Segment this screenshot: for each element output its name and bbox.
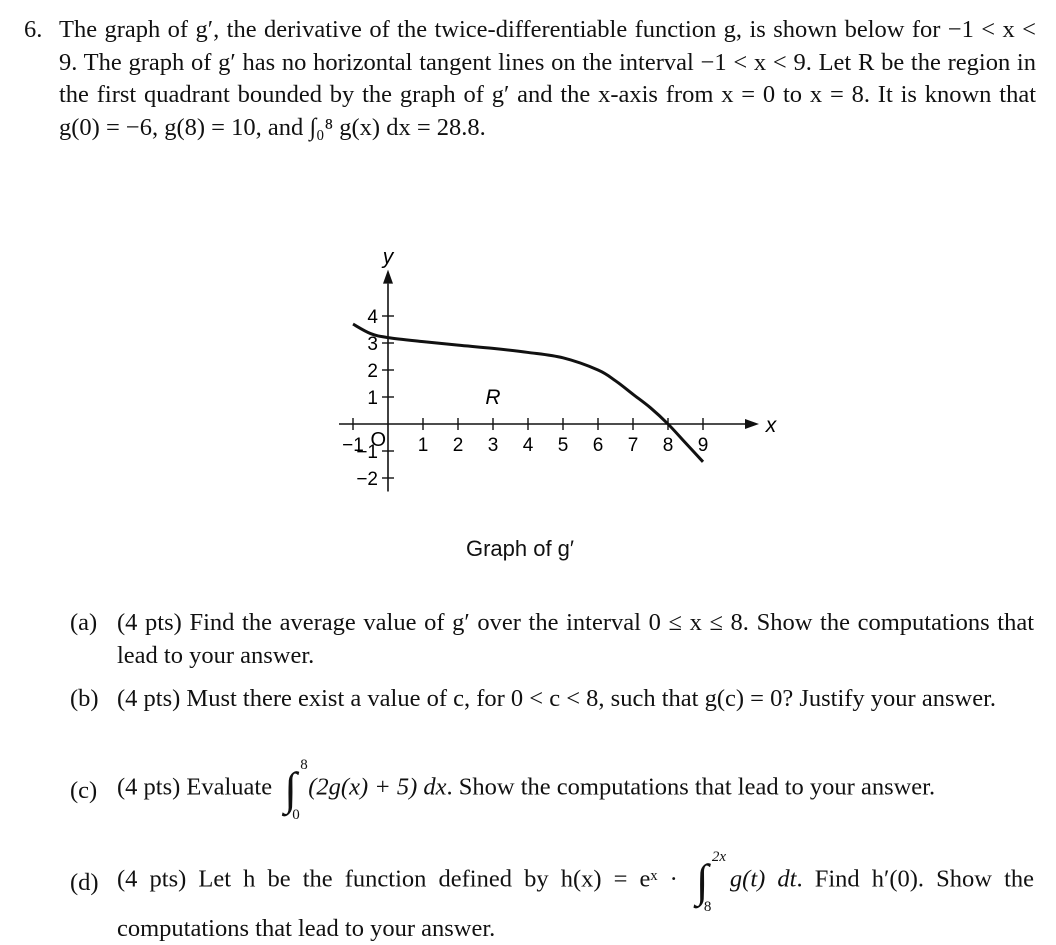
part-b-label: (b) xyxy=(70,685,99,712)
part-c-integrand: (2g(x) + 5) dx xyxy=(308,773,447,801)
graph-caption: Graph of g′ xyxy=(465,536,575,561)
x-tick-label: 8 xyxy=(662,435,674,456)
graph-figure xyxy=(320,214,777,574)
part-a-text: (4 pts) Find the average value of g′ over the interval 0 ≤ x ≤ 8. Show the computations that lead to your answer. xyxy=(117,609,1034,669)
x-tick-label: 2 xyxy=(452,435,464,456)
part-d xyxy=(70,850,1034,945)
x-tick-label: 5 xyxy=(557,435,569,456)
y-tick-label: 1 xyxy=(367,388,378,409)
part-b-text: (4 pts) Must there exist a value of c, for 0 < c < 8, such that g(c) = 0? Justify your answer. xyxy=(117,685,996,712)
y-tick-label: −1 xyxy=(356,442,378,463)
y-axis-label: y xyxy=(382,245,394,269)
part-d-lower-limit: 8 xyxy=(703,899,712,915)
graph-svg xyxy=(320,214,777,534)
region-label: R xyxy=(485,386,501,409)
part-c-upper-limit: 8 xyxy=(300,757,308,773)
x-tick-label: 3 xyxy=(487,435,499,456)
y-tick-label: 2 xyxy=(367,361,378,382)
part-d-post: . Find h′(0). Show the computations that lead to your answer. xyxy=(117,865,1034,942)
part-c-pre: (4 pts) Evaluate xyxy=(117,773,273,801)
part-d-label: (d) xyxy=(70,869,99,896)
part-c-label: (c) xyxy=(70,777,98,804)
part-c-integral: ∫ 8 0 xyxy=(284,757,308,823)
x-tick-label: 1 xyxy=(417,435,429,456)
y-axis-arrow xyxy=(383,270,393,284)
part-c-text xyxy=(117,757,1034,823)
y-tick-label: −2 xyxy=(356,469,378,490)
x-tick-label: 9 xyxy=(697,435,709,456)
problem-number: 6. xyxy=(24,16,43,43)
y-tick-label: 3 xyxy=(367,334,378,355)
x-tick-label: 7 xyxy=(627,435,639,456)
part-a-label: (a) xyxy=(70,609,98,636)
part-c-lower-limit: 0 xyxy=(292,807,300,823)
part-d-text xyxy=(117,850,1034,945)
x-axis-arrow xyxy=(745,419,759,429)
origin-label: O xyxy=(370,429,386,451)
part-b xyxy=(70,682,1034,715)
x-tick-label: 6 xyxy=(592,435,604,456)
part-a xyxy=(70,606,1034,672)
x-tick-label: −1 xyxy=(342,435,364,456)
part-d-pre: (4 pts) Let h be the function defined by h(x) = eˣ · xyxy=(117,865,678,893)
part-d-upper-limit: 2x xyxy=(711,849,727,865)
x-axis-label: x xyxy=(765,414,777,437)
part-c-post: . Show the computations that lead to your answer. xyxy=(446,773,936,801)
part-c xyxy=(70,757,1034,823)
problem-text: The graph of g′, the derivative of the twice-differentiable function g, is shown below for −1 < x < 9. The graph of g′ has no horizontal tangent lines on the interval −1 < x < 9. Let R be the region in the first quadrant bounded by the graph of g′ and the x-axis from x = 0 to x = 8. It is known that g(0) = −6, g(8) = 10, and ∫₀⁸ g(x) dx = 28.8. xyxy=(59,16,1036,141)
problem-statement xyxy=(24,14,1036,144)
part-d-integrand: g(t) dt xyxy=(729,865,797,893)
part-d-integral: ∫ 2x 8 xyxy=(695,849,727,915)
x-tick-label: 4 xyxy=(522,435,534,456)
y-tick-label: 4 xyxy=(367,307,378,328)
